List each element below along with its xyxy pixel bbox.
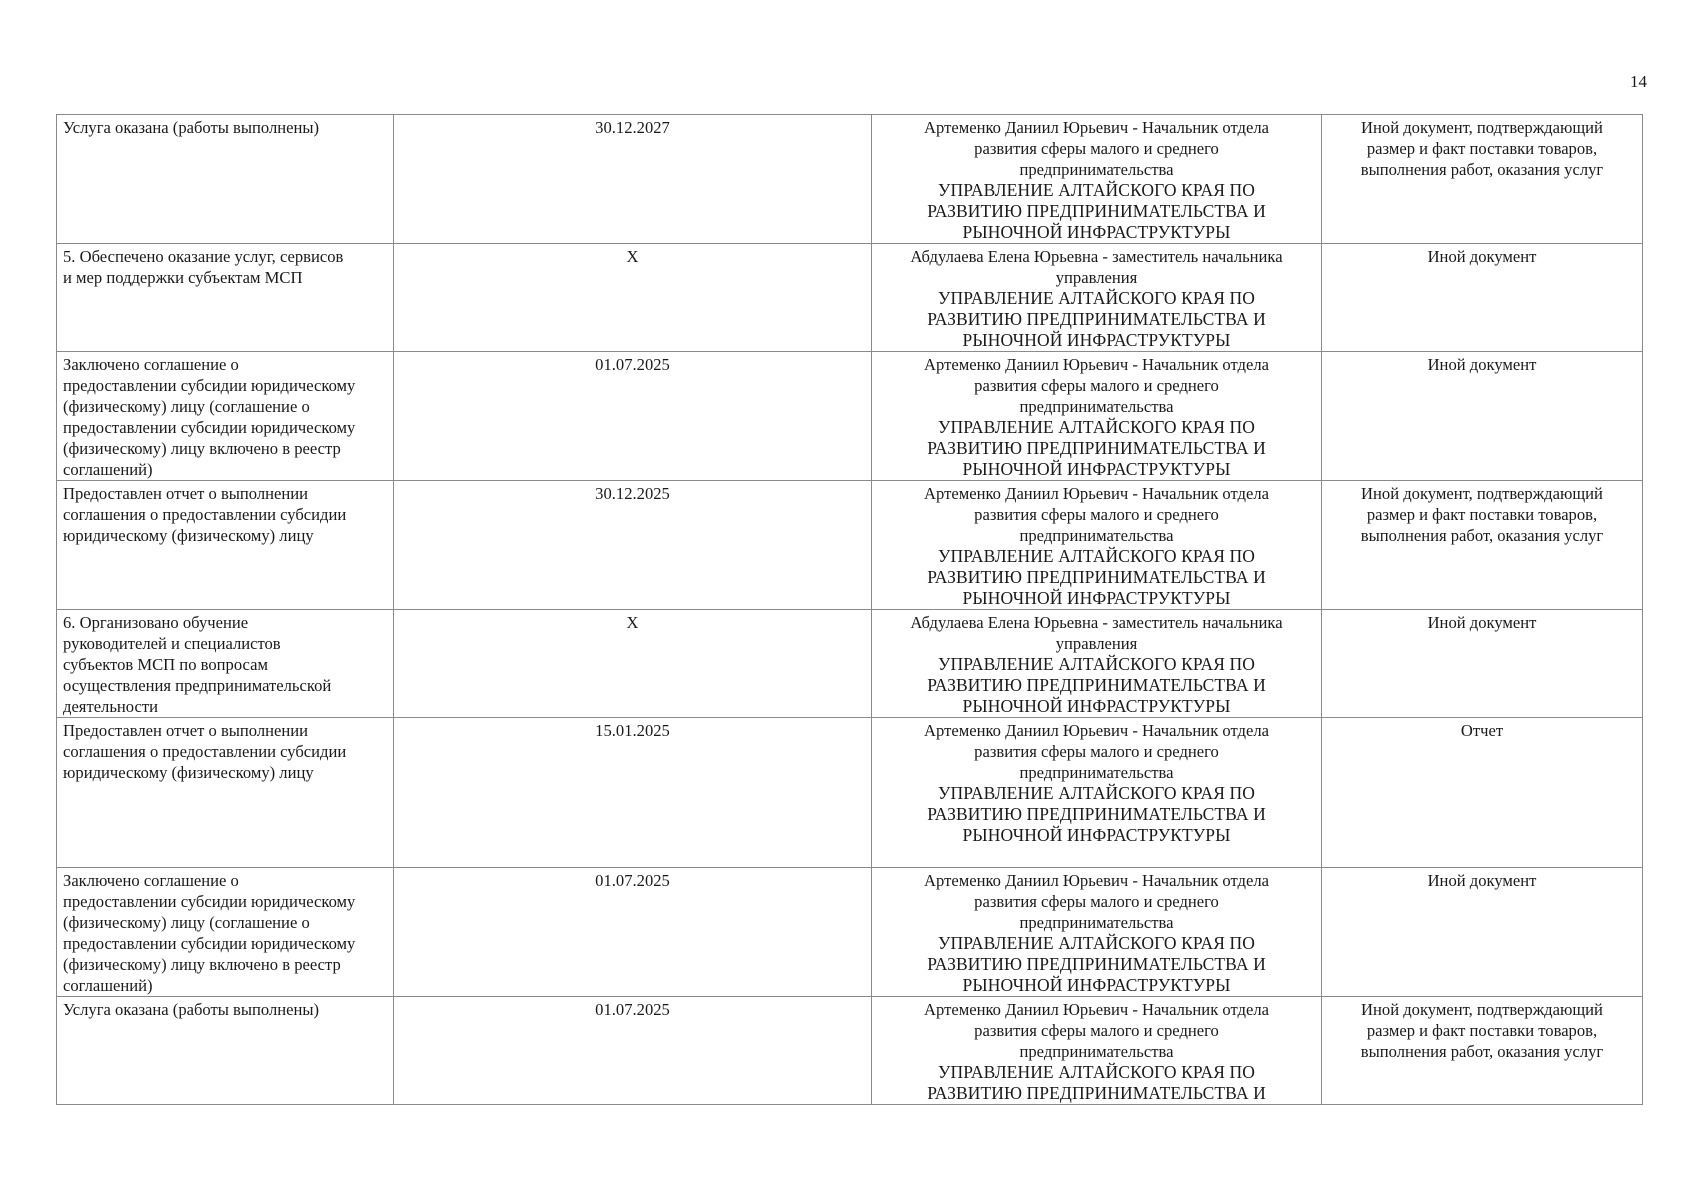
responsible-org-line: РАЗВИТИЮ ПРЕДПРИНИМАТЕЛЬСТВА И bbox=[927, 675, 1266, 695]
result-name-line: соглашения о предоставлении субсидии bbox=[63, 505, 347, 524]
result-name-cell bbox=[57, 997, 394, 1105]
table-row bbox=[57, 997, 1643, 1105]
table-row bbox=[57, 481, 1643, 610]
responsible-person-line: предпринимательства bbox=[1019, 1042, 1174, 1061]
deadline-value: X bbox=[626, 247, 639, 266]
document-type-line: Иной документ, подтверждающий bbox=[1361, 118, 1603, 137]
responsible-cell bbox=[872, 352, 1322, 481]
responsible-person-line: предпринимательства bbox=[1019, 397, 1174, 416]
responsible-person-line: управления bbox=[1055, 268, 1138, 287]
table-row bbox=[57, 718, 1643, 868]
deadline-value: 30.12.2027 bbox=[595, 118, 670, 137]
responsible-org-line: УПРАВЛЕНИЕ АЛТАЙСКОГО КРАЯ ПО bbox=[938, 417, 1255, 437]
document-type-line: Иной документ bbox=[1427, 871, 1537, 890]
deadline-cell bbox=[394, 718, 872, 868]
responsible-org-line: РЫНОЧНОЙ ИНФРАСТРУКТУРЫ bbox=[962, 588, 1231, 608]
responsible-org-line: РАЗВИТИЮ ПРЕДПРИНИМАТЕЛЬСТВА И bbox=[927, 804, 1266, 824]
responsible-org-line: РЫНОЧНОЙ ИНФРАСТРУКТУРЫ bbox=[962, 330, 1231, 350]
result-name-line: (физическому) лицу включено в реестр bbox=[63, 955, 341, 974]
document-type-line: выполнения работ, оказания услуг bbox=[1360, 526, 1604, 545]
responsible-person-line: Абдулаева Елена Юрьевна - заместитель начальника bbox=[910, 613, 1283, 632]
document-cell bbox=[1322, 115, 1643, 244]
result-name-line: Заключено соглашение о bbox=[63, 355, 239, 374]
result-name-line: и мер поддержки субъектам МСП bbox=[63, 268, 303, 287]
responsible-person-line: развития сферы малого и среднего bbox=[974, 892, 1219, 911]
responsible-cell bbox=[872, 481, 1322, 610]
responsible-person-line: Артеменко Даниил Юрьевич - Начальник отдела bbox=[924, 1000, 1269, 1019]
responsible-person-line: развития сферы малого и среднего bbox=[974, 505, 1219, 524]
table-row bbox=[57, 352, 1643, 481]
document-cell bbox=[1322, 481, 1643, 610]
responsible-org-line: РАЗВИТИЮ ПРЕДПРИНИМАТЕЛЬСТВА И bbox=[927, 309, 1266, 329]
result-name-line: 6. Организовано обучение bbox=[63, 613, 249, 632]
responsible-org-line: РАЗВИТИЮ ПРЕДПРИНИМАТЕЛЬСТВА И bbox=[927, 438, 1266, 458]
document-type-line: Иной документ bbox=[1427, 613, 1537, 632]
responsible-org-line: УПРАВЛЕНИЕ АЛТАЙСКОГО КРАЯ ПО bbox=[938, 1062, 1255, 1082]
deadline-cell bbox=[394, 244, 872, 352]
result-name-cell bbox=[57, 868, 394, 997]
responsible-org-line: РЫНОЧНОЙ ИНФРАСТРУКТУРЫ bbox=[962, 459, 1231, 479]
responsible-person-line: развития сферы малого и среднего bbox=[974, 742, 1219, 761]
responsible-org-line: РЫНОЧНОЙ ИНФРАСТРУКТУРЫ bbox=[962, 222, 1231, 242]
table-row bbox=[57, 115, 1643, 244]
responsible-org-line: УПРАВЛЕНИЕ АЛТАЙСКОГО КРАЯ ПО bbox=[938, 546, 1255, 566]
deadline-value: 01.07.2025 bbox=[595, 355, 670, 374]
document-type-line: выполнения работ, оказания услуг bbox=[1360, 160, 1604, 179]
result-name-cell bbox=[57, 115, 394, 244]
deadline-cell bbox=[394, 481, 872, 610]
result-name-line: юридическому (физическому) лицу bbox=[63, 526, 314, 545]
responsible-person-line: Абдулаева Елена Юрьевна - заместитель начальника bbox=[910, 247, 1283, 266]
result-name-line: Услуга оказана (работы выполнены) bbox=[63, 1000, 320, 1019]
result-name-line: субъектов МСП по вопросам bbox=[63, 655, 268, 674]
deadline-cell bbox=[394, 115, 872, 244]
result-name-line: (физическому) лицу (соглашение о bbox=[63, 397, 310, 416]
responsible-cell bbox=[872, 997, 1322, 1105]
responsible-org-line: УПРАВЛЕНИЕ АЛТАЙСКОГО КРАЯ ПО bbox=[938, 783, 1255, 803]
document-type-line: размер и факт поставки товаров, bbox=[1366, 139, 1598, 158]
document-type-line: размер и факт поставки товаров, bbox=[1366, 505, 1598, 524]
deadline-value: 01.07.2025 bbox=[595, 871, 670, 890]
responsible-cell bbox=[872, 868, 1322, 997]
deadline-cell bbox=[394, 610, 872, 718]
document-cell bbox=[1322, 997, 1643, 1105]
table-row bbox=[57, 610, 1643, 718]
result-name-line: Заключено соглашение о bbox=[63, 871, 239, 890]
result-name-line: Предоставлен отчет о выполнении bbox=[63, 484, 309, 503]
result-name-cell bbox=[57, 352, 394, 481]
responsible-person-line: Артеменко Даниил Юрьевич - Начальник отдела bbox=[924, 484, 1269, 503]
page-number: 14 bbox=[1630, 72, 1647, 91]
responsible-org-line: РАЗВИТИЮ ПРЕДПРИНИМАТЕЛЬСТВА И bbox=[927, 567, 1266, 587]
result-name-line: (физическому) лицу включено в реестр bbox=[63, 439, 341, 458]
responsible-person-line: предпринимательства bbox=[1019, 913, 1174, 932]
document-type-line: Иной документ bbox=[1427, 247, 1537, 266]
result-name-cell bbox=[57, 610, 394, 718]
document-cell bbox=[1322, 868, 1643, 997]
responsible-person-line: предпринимательства bbox=[1019, 160, 1174, 179]
result-name-line: предоставлении субсидии юридическому bbox=[63, 892, 356, 911]
result-name-line: 5. Обеспечено оказание услуг, сервисов bbox=[63, 247, 344, 266]
plan-table bbox=[56, 114, 1643, 1105]
responsible-person-line: предпринимательства bbox=[1019, 526, 1174, 545]
result-name-cell bbox=[57, 244, 394, 352]
responsible-cell bbox=[872, 718, 1322, 868]
result-name-line: юридическому (физическому) лицу bbox=[63, 763, 314, 782]
result-name-line: предоставлении субсидии юридическому bbox=[63, 376, 356, 395]
responsible-org-line: РАЗВИТИЮ ПРЕДПРИНИМАТЕЛЬСТВА И bbox=[927, 954, 1266, 974]
responsible-person-line: Артеменко Даниил Юрьевич - Начальник отдела bbox=[924, 721, 1269, 740]
responsible-person-line: Артеменко Даниил Юрьевич - Начальник отдела bbox=[924, 871, 1269, 890]
result-name-cell bbox=[57, 718, 394, 868]
result-name-line: соглашений) bbox=[63, 460, 153, 479]
deadline-cell bbox=[394, 868, 872, 997]
result-name-line: осуществления предпринимательской bbox=[63, 676, 332, 695]
responsible-org-line: РАЗВИТИЮ ПРЕДПРИНИМАТЕЛЬСТВА И bbox=[927, 201, 1266, 221]
table-row bbox=[57, 244, 1643, 352]
document-type-line: размер и факт поставки товаров, bbox=[1366, 1021, 1598, 1040]
result-name-line: соглашений) bbox=[63, 976, 153, 995]
responsible-person-line: предпринимательства bbox=[1019, 763, 1174, 782]
table-row bbox=[57, 868, 1643, 997]
document-type-line: Отчет bbox=[1460, 721, 1504, 740]
responsible-org-line: РАЗВИТИЮ ПРЕДПРИНИМАТЕЛЬСТВА И bbox=[927, 1083, 1266, 1103]
document-type-line: Иной документ bbox=[1427, 355, 1537, 374]
responsible-org-line: УПРАВЛЕНИЕ АЛТАЙСКОГО КРАЯ ПО bbox=[938, 288, 1255, 308]
responsible-org-line: РЫНОЧНОЙ ИНФРАСТРУКТУРЫ bbox=[962, 696, 1231, 716]
result-name-cell bbox=[57, 481, 394, 610]
responsible-person-line: Артеменко Даниил Юрьевич - Начальник отдела bbox=[924, 118, 1269, 137]
result-name-line: соглашения о предоставлении субсидии bbox=[63, 742, 347, 761]
result-name-line: деятельности bbox=[63, 697, 158, 716]
document-type-line: выполнения работ, оказания услуг bbox=[1360, 1042, 1604, 1061]
deadline-value: 30.12.2025 bbox=[595, 484, 670, 503]
result-name-line: Услуга оказана (работы выполнены) bbox=[63, 118, 320, 137]
plan-table-body bbox=[57, 115, 1643, 1105]
responsible-person-line: развития сферы малого и среднего bbox=[974, 139, 1219, 158]
responsible-cell bbox=[872, 610, 1322, 718]
deadline-value: X bbox=[626, 613, 639, 632]
result-name-line: предоставлении субсидии юридическому bbox=[63, 934, 356, 953]
document-cell bbox=[1322, 610, 1643, 718]
document-type-line: Иной документ, подтверждающий bbox=[1361, 1000, 1603, 1019]
responsible-person-line: управления bbox=[1055, 634, 1138, 653]
responsible-org-line: РЫНОЧНОЙ ИНФРАСТРУКТУРЫ bbox=[962, 825, 1231, 845]
deadline-cell bbox=[394, 997, 872, 1105]
document-cell bbox=[1322, 718, 1643, 868]
document-cell bbox=[1322, 244, 1643, 352]
responsible-cell bbox=[872, 115, 1322, 244]
result-name-line: руководителей и специалистов bbox=[63, 634, 281, 653]
deadline-value: 15.01.2025 bbox=[595, 721, 670, 740]
result-name-line: Предоставлен отчет о выполнении bbox=[63, 721, 309, 740]
responsible-person-line: развития сферы малого и среднего bbox=[974, 1021, 1219, 1040]
responsible-org-line: УПРАВЛЕНИЕ АЛТАЙСКОГО КРАЯ ПО bbox=[938, 654, 1255, 674]
responsible-org-line: УПРАВЛЕНИЕ АЛТАЙСКОГО КРАЯ ПО bbox=[938, 180, 1255, 200]
document-cell bbox=[1322, 352, 1643, 481]
responsible-org-line: УПРАВЛЕНИЕ АЛТАЙСКОГО КРАЯ ПО bbox=[938, 933, 1255, 953]
responsible-cell bbox=[872, 244, 1322, 352]
result-name-line: предоставлении субсидии юридическому bbox=[63, 418, 356, 437]
responsible-person-line: развития сферы малого и среднего bbox=[974, 376, 1219, 395]
responsible-person-line: Артеменко Даниил Юрьевич - Начальник отдела bbox=[924, 355, 1269, 374]
deadline-value: 01.07.2025 bbox=[595, 1000, 670, 1019]
document-type-line: Иной документ, подтверждающий bbox=[1361, 484, 1603, 503]
responsible-org-line: РЫНОЧНОЙ ИНФРАСТРУКТУРЫ bbox=[962, 975, 1231, 995]
result-name-line: (физическому) лицу (соглашение о bbox=[63, 913, 310, 932]
deadline-cell bbox=[394, 352, 872, 481]
